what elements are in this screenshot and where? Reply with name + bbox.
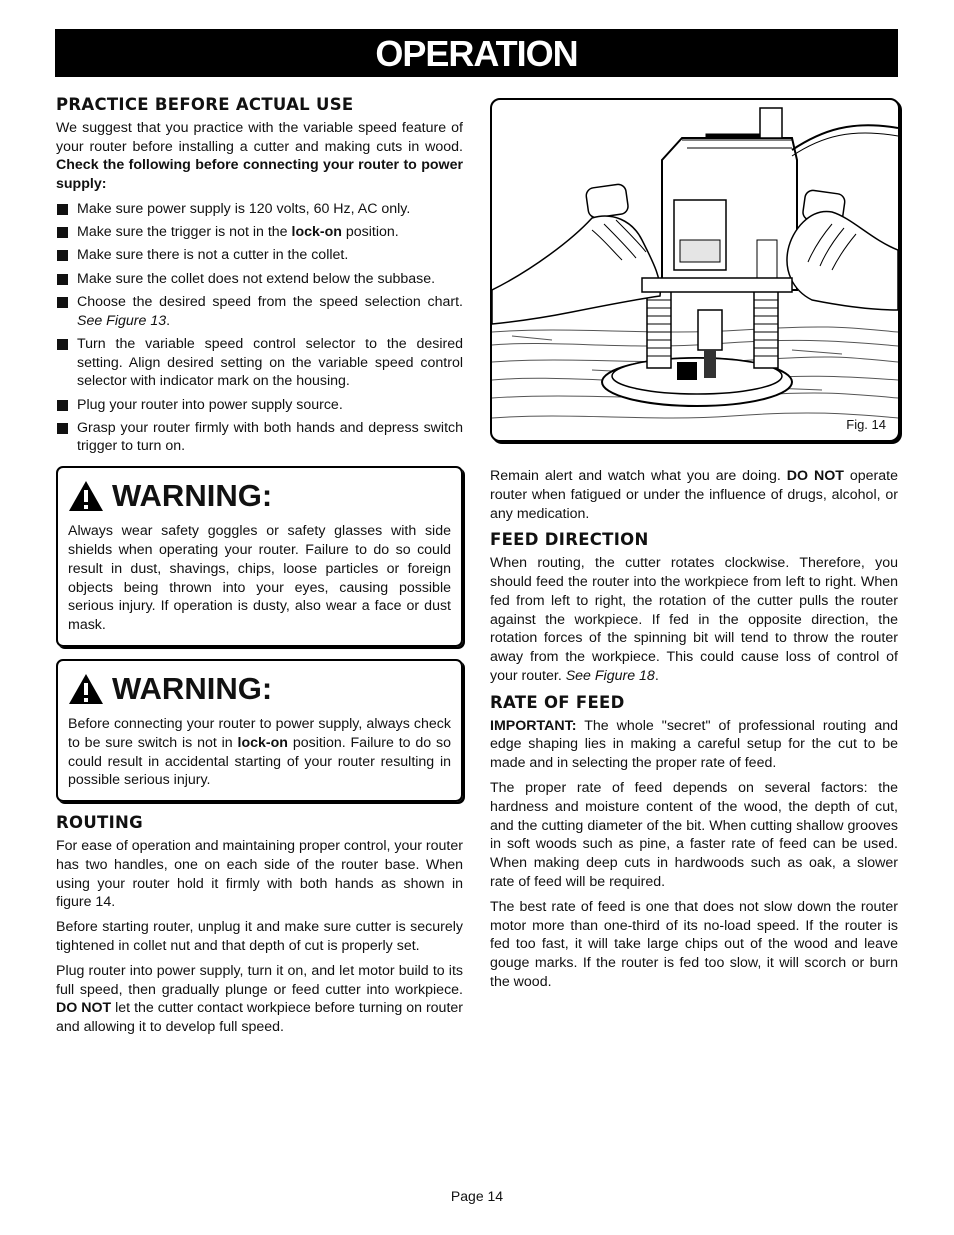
bullet-square-icon bbox=[57, 204, 68, 215]
warning-text-a: Before connecting your router to power supply, always check to be sure switch is not in bbox=[68, 716, 451, 751]
warning-box-lock-on bbox=[56, 659, 463, 802]
figure-caption: Fig. 14 bbox=[846, 417, 886, 432]
routing-text: let the cutter contact workpiece before turning on router and allowing it to develop full speed. bbox=[56, 1000, 464, 1036]
list-item-text: Make sure the trigger is not in the bbox=[77, 224, 292, 241]
right-column bbox=[490, 467, 898, 998]
list-item bbox=[56, 223, 463, 242]
routing-paragraph-2: Before starting router, unplug it and make sure cutter is securely tightened in collet nut and that depth of cut is properly set. bbox=[56, 919, 463, 955]
rate-of-feed-heading: RATE OF FEED bbox=[490, 692, 625, 712]
warning-title: WARNING: bbox=[112, 477, 273, 513]
warning-text bbox=[68, 715, 451, 790]
list-item-text: Turn the variable speed control selector to the desired setting. Align desired setting on the variable speed control selector with indicator mark on the housing. bbox=[77, 335, 463, 390]
feed-direction-text: When routing, the cutter rotates clockwise. Therefore, you should feed the router into the workpiece from left to right. When fed from left to right, the rotation of the cutter pulls the router against the workpiece. If fed in the opposite direction, the rotation forces of the spinning bit will tend to throw the router away from the workpiece. This could cause loss of control of your router. bbox=[490, 555, 898, 684]
bullet-square-icon bbox=[57, 274, 68, 285]
routing-paragraph-3 bbox=[56, 962, 463, 1037]
page-number: Page 14 bbox=[450, 1188, 504, 1204]
list-item bbox=[56, 270, 463, 289]
important-label: IMPORTANT: bbox=[490, 717, 577, 734]
bullet-square-icon bbox=[57, 227, 68, 238]
list-item-text: Make sure the collet does not extend below the subbase. bbox=[77, 270, 436, 287]
warning-header bbox=[68, 474, 451, 518]
figure-14 bbox=[490, 98, 900, 442]
bullet-square-icon bbox=[57, 400, 68, 411]
rate-of-feed-paragraph-3: The best rate of feed is one that does not slow down the router motor more than one-third of its no-load speed. If the router is fed too fast, it will take large chips out of the wood and leave gouge marks. If the router is fed too slow, it will scorch or burn the wood. bbox=[490, 898, 898, 990]
left-column bbox=[56, 96, 463, 1043]
routing-paragraph-1: For ease of operation and maintaining proper control, your router has two handles, one on each side of the router base. When using your router hold it firmly with both hands as shown in figure 14. bbox=[56, 838, 463, 911]
routing-bold: DO NOT bbox=[56, 1000, 112, 1017]
practice-intro-bold: Check the following before connecting your router to power supply: bbox=[56, 157, 463, 193]
warning-box-safety-goggles bbox=[56, 466, 463, 647]
warning-title: WARNING: bbox=[112, 670, 273, 706]
rate-of-feed-paragraph-1 bbox=[490, 717, 898, 773]
warning-triangle-icon bbox=[68, 480, 104, 512]
list-item-text: . bbox=[166, 312, 171, 329]
figure-reference: See Figure 18 bbox=[565, 667, 655, 684]
practice-intro bbox=[56, 119, 463, 194]
figure-reference: See Figure 13 bbox=[77, 312, 167, 329]
list-item bbox=[56, 335, 463, 391]
list-item bbox=[56, 396, 463, 415]
alert-text: Remain alert and watch what you are doing. bbox=[490, 468, 787, 484]
routing-text: Plug router into power supply, turn it on, and let motor build to its full speed, then gradually plunge or feed cutter into workpiece. bbox=[56, 962, 463, 998]
checklist bbox=[56, 200, 463, 456]
bullet-square-icon bbox=[57, 250, 68, 261]
list-item-bold: lock-on bbox=[291, 224, 342, 241]
router-illustration bbox=[492, 100, 898, 440]
rate-of-feed-text: The whole "secret" of professional routing and edge shaping lies in making a careful setup for the cut to be made and in selecting the proper rate of feed. bbox=[490, 717, 898, 772]
bullet-square-icon bbox=[57, 297, 68, 308]
alert-bold: DO NOT bbox=[786, 468, 844, 484]
bullet-square-icon bbox=[57, 423, 68, 434]
section-title-bar bbox=[55, 29, 898, 77]
warning-triangle-icon bbox=[68, 673, 104, 705]
list-item bbox=[56, 419, 463, 457]
alert-text: operate router when fatigued or under the influence of drugs, alcohol, or any medication. bbox=[490, 468, 898, 522]
practice-heading: PRACTICE BEFORE ACTUAL USE bbox=[56, 95, 354, 114]
list-item-text: Plug your router into power supply source. bbox=[77, 396, 343, 413]
warning-text-b: position. Failure to do so could result in accidental starting of your router resulting in possible serious injury. bbox=[68, 734, 451, 789]
bullet-square-icon bbox=[57, 339, 68, 350]
list-item-text: Make sure power supply is 120 volts, 60 Hz, AC only. bbox=[77, 200, 411, 217]
list-item bbox=[56, 246, 463, 265]
list-item-text: Choose the desired speed from the speed selection chart. bbox=[77, 293, 463, 310]
list-item-text: Make sure there is not a cutter in the collet. bbox=[77, 247, 349, 264]
feed-direction-paragraph bbox=[490, 554, 898, 686]
list-item bbox=[56, 293, 463, 331]
routing-heading: ROUTING bbox=[56, 813, 143, 833]
warning-text: Always wear safety goggles or safety glasses with side shields when operating your router. Failure to do so could result in dust, shavings, chips, loose particles or foreign objects being thrown into your eyes, causing possible serious injury. If operation is dusty, also wear a face or dust mask. bbox=[68, 523, 451, 634]
list-item-text: Grasp your router firmly with both hands and depress switch trigger to turn on. bbox=[77, 419, 463, 455]
list-item bbox=[56, 200, 463, 219]
practice-intro-text: We suggest that you practice with the variable speed feature of your router before installing a cutter and making cuts in wood. bbox=[56, 119, 463, 155]
warning-text-bold: lock-on bbox=[237, 734, 288, 751]
feed-direction-heading: FEED DIRECTION bbox=[490, 530, 649, 550]
page-title: OPERATION bbox=[375, 33, 578, 74]
alert-paragraph bbox=[490, 467, 898, 523]
feed-direction-text: . bbox=[654, 667, 659, 684]
list-item-text: position. bbox=[341, 224, 399, 241]
warning-header bbox=[68, 667, 451, 711]
rate-of-feed-paragraph-2: The proper rate of feed depends on several factors: the hardness and moisture content of the wood, the depth of cut, and the cutting diameter of the bit. When cutting shallow grooves in soft woods such as pine, a faster rate of feed can be used. When making deep cuts in hardwoods such as oak, a slower rate of feed will be required. bbox=[490, 779, 898, 890]
